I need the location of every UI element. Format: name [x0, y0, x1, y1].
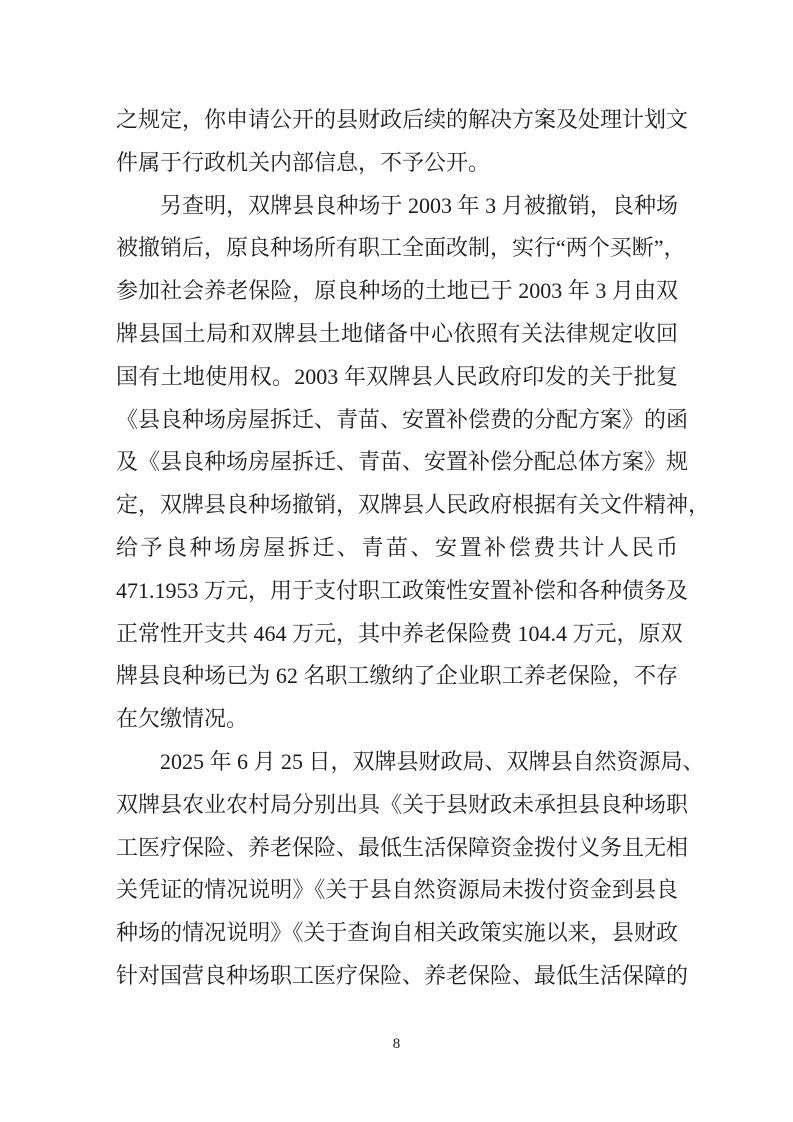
page-number: 8 — [392, 1036, 401, 1052]
document-line: 另查明，双牌县良种场于 2003 年 3 月被撤销，良种场 — [160, 192, 678, 218]
document-line: 及《县良种场房屋拆迁、青苗、安置补偿分配总体方案》规 — [116, 449, 689, 475]
document-line: 471.1953 万元，用于支付职工政策性安置补偿和各种债务及 — [116, 577, 689, 603]
document-line: 工医疗保险、养老保险、最低生活保障资金拨付义务且无相 — [116, 834, 689, 860]
document-line: 之规定，你申请公开的县财政后续的解决方案及处理计划文 — [116, 107, 689, 132]
document-line: 被撤销后，原良种场所有职工全面改制，实行“两个买断”， — [116, 235, 686, 261]
document-line: 给予良种场房屋拆迁、青苗、安置补偿费共计人民币 — [116, 534, 678, 560]
document-line: 针对国营良种场职工医疗保险、养老保险、最低生活保障的 — [116, 962, 689, 988]
document-line: 在欠缴情况。 — [116, 706, 249, 732]
document-body — [116, 99, 711, 998]
document-line: 国有土地使用权。2003 年双牌县人民政府印发的关于批复 — [116, 363, 678, 389]
document-line: 关凭证的情况说明》《关于县自然资源局未拨付资金到县良 — [116, 877, 678, 903]
document-line: 双牌县农业农村局分别出具《关于县财政未承担县良种场职 — [116, 791, 689, 817]
document-line: 《县良种场房屋拆迁、青苗、安置补偿费的分配方案》的函 — [116, 406, 689, 432]
document-line: 种场的情况说明》《关于查询自相关政策实施以来，县财政 — [116, 920, 678, 946]
document-line: 2025 年 6 月 25 日，双牌县财政局、双牌县自然资源局、 — [160, 748, 705, 774]
document-line: 参加社会养老保险，原良种场的土地已于 2003 年 3 月由双 — [116, 278, 678, 304]
document-line: 件属于行政机关内部信息，不予公开。 — [116, 149, 491, 175]
document-line: 牌县良种场已为 62 名职工缴纳了企业职工养老保险，不存 — [116, 663, 678, 689]
document-line: 定，双牌县良种场撤销，双牌县人民政府根据有关文件精神， — [116, 492, 711, 518]
document-line: 正常性开支共 464 万元，其中养老保险费 104.4 万元，原双 — [116, 620, 683, 646]
document-line: 牌县国土局和双牌县土地储备中心依照有关法律规定收回 — [116, 320, 678, 346]
